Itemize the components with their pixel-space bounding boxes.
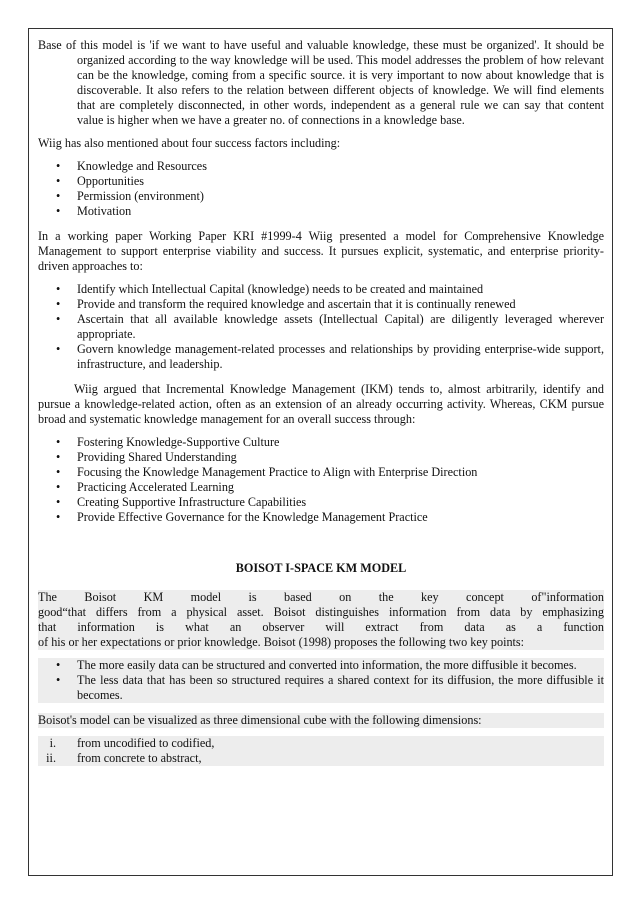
list-item: i. from uncodified to codified, — [38, 736, 604, 751]
list-item: • Providing Shared Understanding — [56, 450, 237, 464]
success-factors-list — [38, 159, 604, 219]
bullet-icon: • — [56, 297, 61, 311]
list-number: ii. — [46, 751, 56, 765]
bullet-icon: • — [56, 174, 61, 188]
bullet-icon: • — [56, 282, 61, 296]
boisot-line: of his or her expectations or prior knowledge. Boisot (1998) proposes the following two key points: — [38, 635, 525, 649]
list-item: ii. from concrete to abstract, — [38, 751, 604, 766]
list-item: • Provide and transform the required knowledge and ascertain that it is continually renewed — [56, 297, 516, 311]
list-item: • Motivation — [56, 204, 132, 218]
ckm-list — [38, 435, 604, 525]
list-item: • Provide Effective Governance for the Knowledge Management Practice — [56, 510, 428, 524]
ikm-paragraph: Wiig argued that Incremental Knowledge Management (IKM) tends to, almost arbitrarily, identify and pursue a knowledge-related action, often as an extension of an already occurring activity. Whereas, CKM pursue broad and systematic knowledge management for an overall success through: — [38, 382, 604, 426]
list-item: • Fostering Knowledge-Supportive Culture — [56, 435, 280, 449]
list-item: • Knowledge and Resources — [56, 159, 207, 173]
bullet-icon: • — [56, 480, 61, 494]
list-item: • Identify which Intellectual Capital (knowledge) needs to be created and maintained — [56, 282, 484, 296]
dimensions-list — [38, 736, 604, 766]
bullet-icon: • — [56, 673, 61, 687]
bullet-icon: • — [56, 510, 61, 524]
intro-paragraph: Base of this model is 'if we want to have useful and valuable knowledge, these must be organized'. It should be organized according to the way knowledge will be used. This model addresses the problem of how relevant can be the knowledge, coming from a specific source. it is very important to now about knowledge that is discoverable. It also refers to the relation between different objects of knowledge. We will find elements that are completely disconnected, in other words, independent as a general rule we can say that content value is higher when we have a greater no. of connections in a knowledge base. — [38, 38, 604, 127]
list-item: • The less data that has been so structured requires a shared context for its diffusion, the more diffusible it becomes. — [56, 673, 604, 702]
list-item: • The more easily data can be structured and converted into information, the more diffusible it becomes. — [56, 658, 577, 672]
bullet-icon: • — [56, 465, 61, 479]
list-item: • Govern knowledge management-related processes and relationships by providing enterprise-wide support, infrastructure, and leadership. — [56, 342, 604, 371]
bullet-icon: • — [56, 204, 61, 218]
working-paper-paragraph: In a working paper Working Paper KRI #1999-4 Wiig presented a model for Comprehensive Knowledge Management to support enterprise viability and success. It pursues explicit, systematic, and enterprise priority-driven approaches to: — [38, 229, 604, 273]
bullet-icon: • — [56, 658, 61, 672]
list-item: • Opportunities — [56, 174, 145, 188]
bullet-icon: • — [56, 312, 61, 326]
approaches-list — [38, 282, 604, 372]
bullet-icon: • — [56, 342, 61, 356]
key-points-list — [38, 658, 604, 703]
list-item: • Permission (environment) — [56, 189, 204, 203]
boisot-line: The Boisot KM model is based on the key concept of"information — [38, 590, 604, 604]
list-item: • Creating Supportive Infrastructure Capabilities — [56, 495, 307, 509]
list-item: • Focusing the Knowledge Management Practice to Align with Enterprise Direction — [56, 465, 478, 479]
list-number: i. — [49, 736, 56, 750]
boisot-paragraph — [38, 590, 604, 650]
bullet-icon: • — [56, 495, 61, 509]
document-body — [38, 38, 604, 766]
bullet-icon: • — [56, 159, 61, 173]
success-factors-intro: Wiig has also mentioned about four success factors including: — [38, 136, 341, 150]
boisot-line: that information is what an observer will extract from data as a function — [38, 620, 604, 634]
list-item: • Practicing Accelerated Learning — [56, 480, 235, 494]
bullet-icon: • — [56, 189, 61, 203]
section-heading: BOISOT I-SPACE KM MODEL — [235, 561, 407, 575]
bullet-icon: • — [56, 450, 61, 464]
list-item: • Ascertain that all available knowledge assets (Intellectual Capital) are diligently leveraged wherever appropriate. — [56, 312, 604, 341]
cube-paragraph: Boisot's model can be visualized as three dimensional cube with the following dimensions: — [38, 713, 604, 728]
boisot-line: good“that differs from a physical asset. Boisot distinguishes information from data by emphasizing — [38, 605, 604, 619]
bullet-icon: • — [56, 435, 61, 449]
